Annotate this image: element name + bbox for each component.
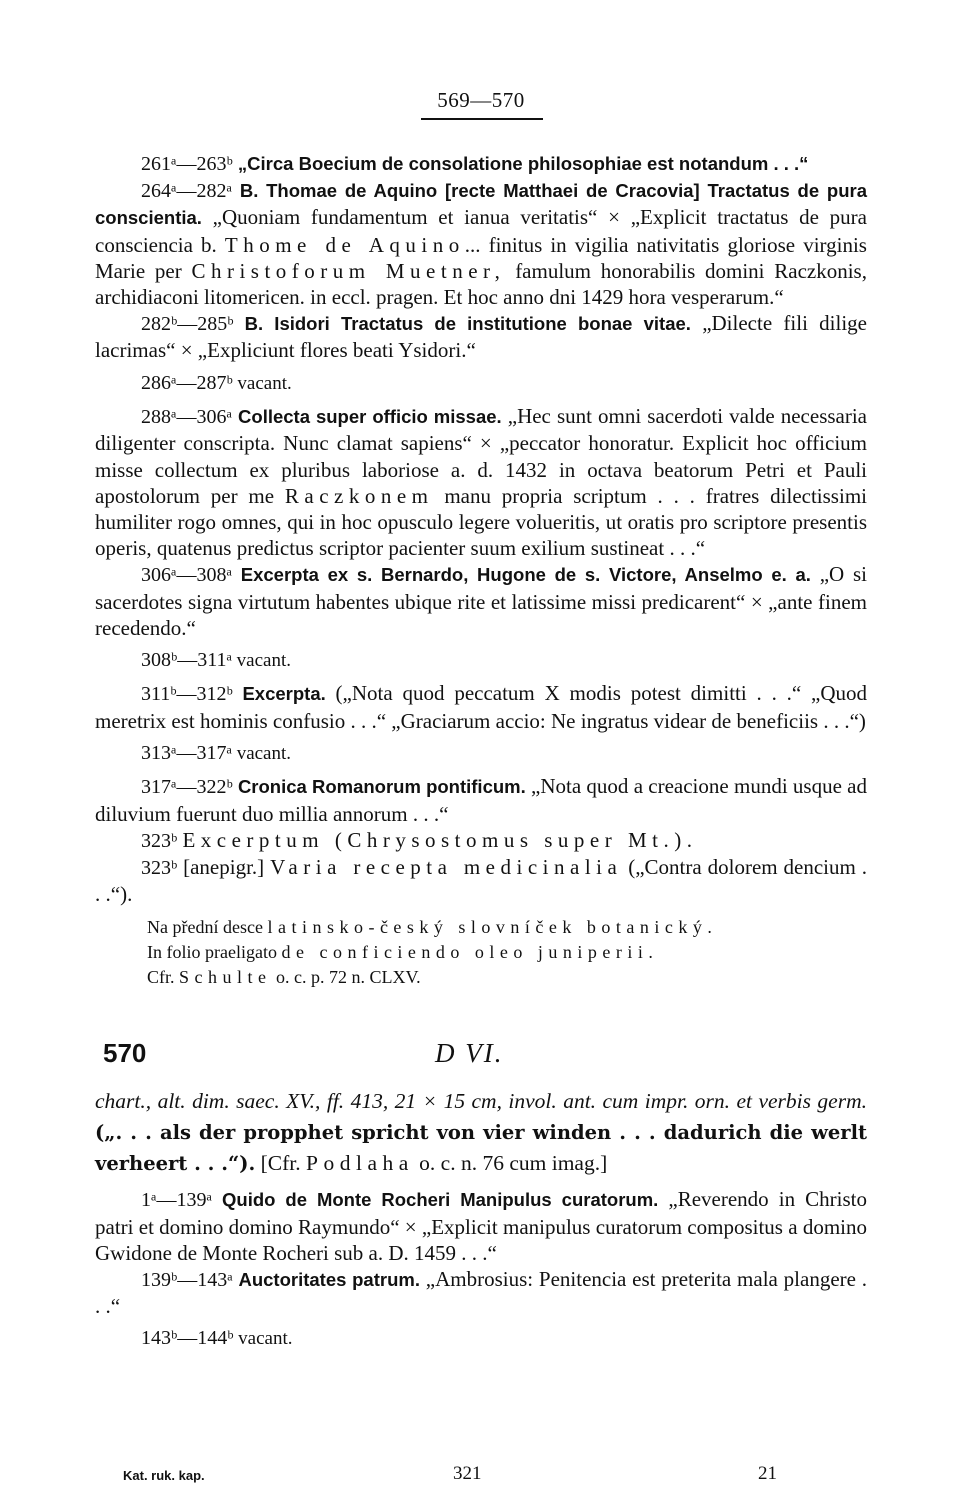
spaced-name: Thome de Aquino [224,232,465,257]
notes [95,915,867,990]
entry-heading [95,1040,867,1080]
entry-text: („Contra dolorem dencium . . .“). [95,854,868,907]
catalog-entry [95,1266,867,1319]
entry-title: Excerpta ex s. Bernardo, Hugone de s. Victore, Anselmo e. a. [240,564,811,586]
entry-title: Excerpta. [242,683,326,705]
page-number: 321 [453,1463,482,1484]
entry-text: vacant. [231,742,292,764]
entry-text: vacant. [233,1328,293,1350]
document-body [95,150,867,1352]
entry-text: [anepigr.] [177,854,271,879]
spaced-name: Excerptum (Chrysostomus super Mt.). [182,827,698,852]
entry-signature: D VI. [435,1038,504,1069]
entry-text: ... finitus in vigilia nativitatis gloriose virginis Marie per [95,232,867,283]
entry-text: famulum honorabilis domini Raczkonis, archidiaconi litomericen. in eccl. pragen. Et hoc anno dni 1429 hora vesperarum.“ [95,258,867,310]
folio-range: 1ᵃ—139ᵃ [141,1189,212,1212]
catalog-entry [95,827,867,854]
catalog-entry [95,854,867,907]
entry-text: „Reverendo in Christo patri et domino domino Raymundo“ × „Explicit manipulus curatorum compositus a domino Gwidone de Monte Rocheri sub a. D. 1459 . . .“ [95,1187,867,1265]
entry-title: B. Isidori Tractatus de institutione bonae vitae. [244,313,691,335]
entry-text: „Quoniam fundamentum et ianua veritatis“ × „Explicit tractatus de pura consciencia b. [95,205,867,257]
entry-text: vacant. [231,649,291,671]
catalog-entry [95,648,867,674]
folio-range: 261ᵃ—263ᵇ [141,153,233,175]
entry-title: „Circa Boecium de consolatione philosophiae est notandum . . .“ [237,153,809,174]
entries-569 [95,150,867,907]
entry-text: „Ambrosius: Penitencia est preterita mala plangere . . .“ [95,1266,868,1319]
catalog-entry [95,741,867,767]
entry-title: Cronica Romanorum pontificum. [237,776,526,798]
entry-text: „Hec sunt omni sacerdoti valde necessaria diligenter conscripta. Nunc clamat sapiens“ × „peccator honoratur. Explicit hoc officium misse collectum ex pluribus laboriose a. d. 1432 in octava beatorum Petri et Pauli apostolorum per me [95,404,868,508]
folio-range: 286ᵃ—287ᵇ [141,371,233,394]
folio-range: 311ᵇ—312ᵇ [141,683,233,706]
page-footer [95,1463,867,1493]
catalog-entry [95,310,867,363]
folio-range: 313ᵃ—317ᵃ [141,741,232,764]
folio-range: 264ᵃ—282ᵃ [141,180,232,203]
entry-text: vacant. [232,372,292,394]
note-line: Na přední desce latinsko-český slovníček botanický. [147,917,718,938]
footer-left: Kat. ruk. kap. [123,1468,205,1483]
entry-title: B. Thomae de Aquino [recte Matthaei de Cracovia] Tractatus de pura conscientia. [95,180,868,229]
catalog-entry [95,773,867,826]
folio-range: 323ᵇ [141,856,178,879]
signature-mark: 21 [758,1463,777,1484]
catalog-entry [95,561,867,641]
entry-title: Collecta super officio missae. [238,406,502,428]
catalog-entry [95,150,867,177]
entries-570 [95,1186,867,1352]
spaced-name: Varia recepta medicinalia [270,854,623,879]
header-rule [421,118,543,120]
entry-text: „Dilecte fili dilige lacrimas“ × „Expliciunt flores beati Ysidori.“ [95,311,867,363]
catalog-entry [95,403,867,561]
entry-text: „Nota quod a creacione mundi usque ad diluvium fuerunt duo millia annorum . . .“ [95,774,867,826]
entry-description: chart., alt. dim. saec. XV., ff. 413, 21 × 15 cm, invol. ant. cum impr. orn. et verbis germ. („. . . als der propphet spricht von vier winden . . . dadurich die werlt verheert . . .“). [Cfr. Podlaha o. c. n. 76 cum imag.] [95,1089,867,1176]
entry-title: Auctoritates patrum. [238,1268,420,1290]
note-line: Cfr. Schulte o. c. p. 72 n. CLXV. [147,967,421,988]
catalog-entry [95,177,867,310]
catalog-entry [95,680,867,733]
entry-title: Quido de Monte Rocheri Manipulus curatorum. [222,1189,659,1211]
entry-text: manu propria scriptum . . . fratres dilectissimi humiliter rogo omnes, qui in hoc opusculo legere volueritis, ut oratis pro scriptore presentis operis, quatenus predictus scriptor pacienter suum exilium sustineat . . .“ [95,483,867,561]
folio-range: 139ᵇ—143ᵃ [141,1268,233,1291]
folio-range: 143ᵇ—144ᵇ [141,1327,234,1350]
entry-text: „O si sacerdotes signa virtutum habentes ubique rite et latissime missi predicarent“ × „ante finem recedendo.“ [95,562,868,640]
entry-number: 570 [103,1038,147,1069]
catalog-entry [95,1326,867,1352]
catalog-entry [95,1186,867,1266]
spaced-name: Raczkonem [284,483,434,508]
catalog-entry [95,371,867,397]
folio-range: 306ᵃ—308ᵃ [141,564,232,587]
entry-text: („Nota quod peccatum X modis potest dimitti . . .“ „Quod meretrix est hominis confusio . . .“ „Graciarum accio: Ne ingratus videar de beneficiis . . .“) [95,681,867,733]
folio-range: 323ᵇ [141,829,178,852]
spaced-name: Christoforum Muetner, [191,258,506,283]
page-header: 569—570 [437,88,525,112]
folio-range: 282ᵇ—285ᵇ [141,313,234,336]
folio-range: 308ᵇ—311ᵃ [141,648,232,671]
folio-range: 317ᵃ—322ᵇ [141,776,233,799]
folio-range: 288ᵃ—306ᵃ [141,406,232,429]
note-line: In folio praeligato de conficiendo oleo juniperii. [147,942,659,963]
